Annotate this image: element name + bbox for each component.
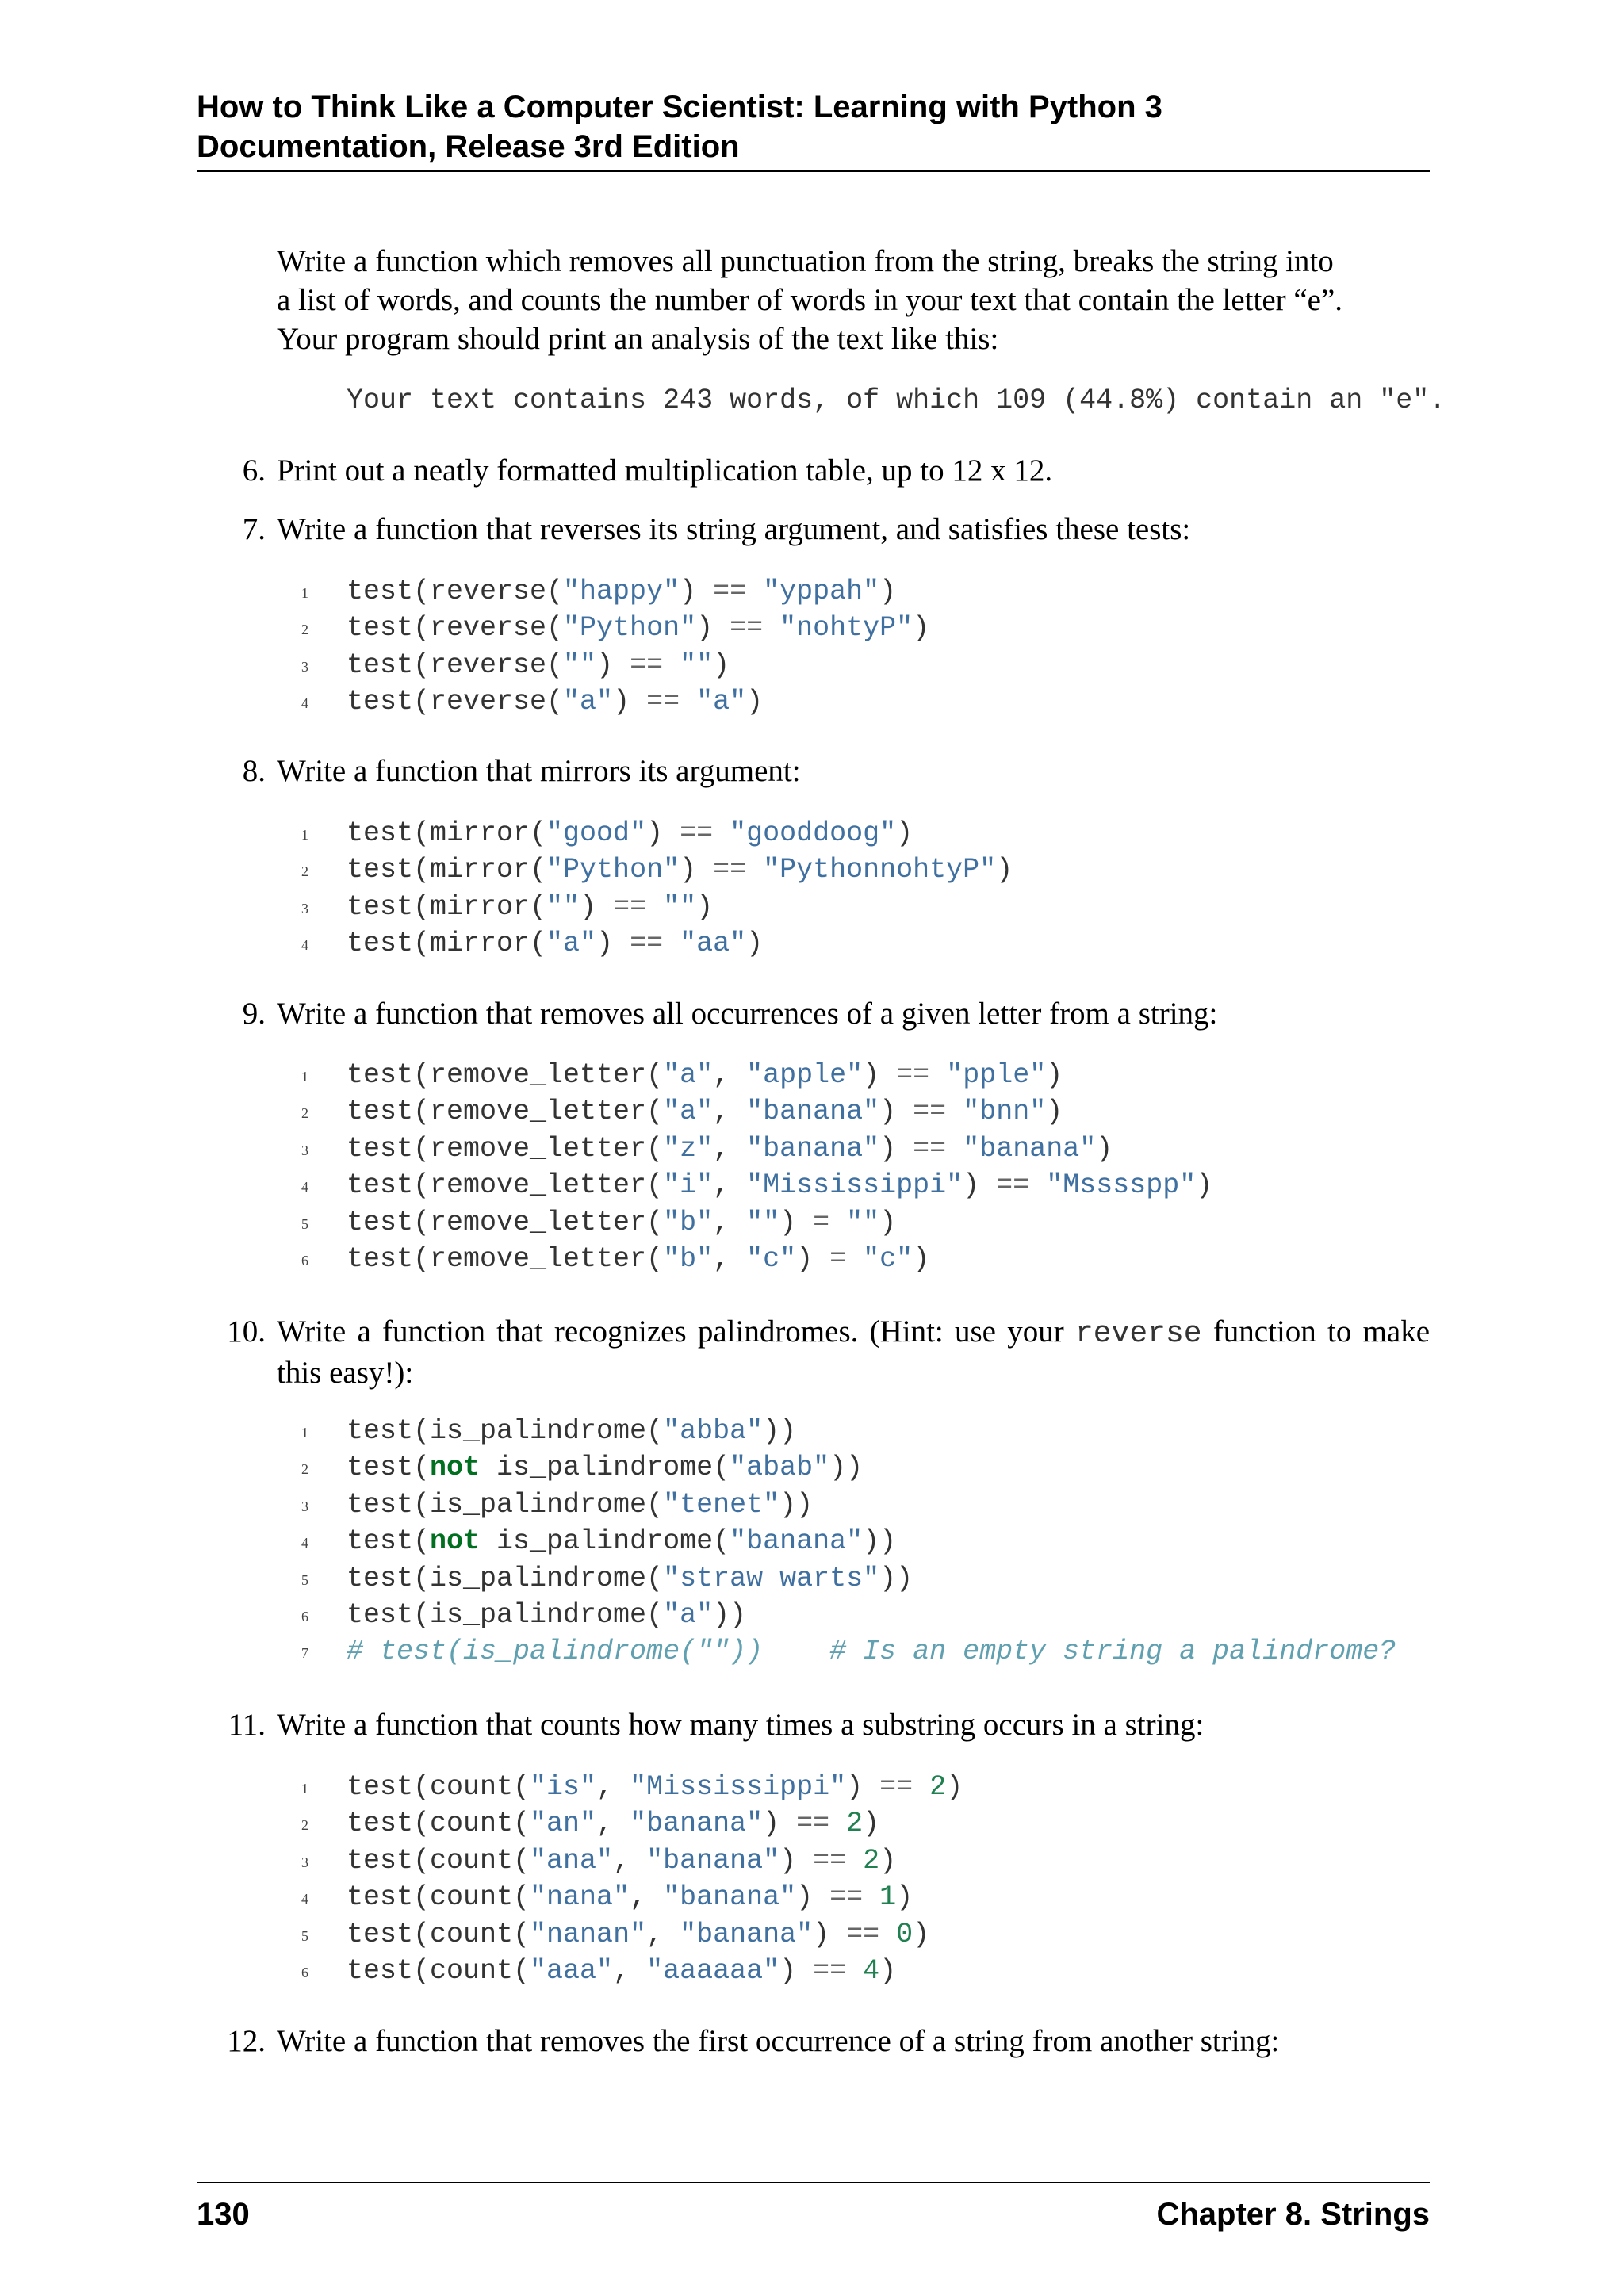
exercise-number: 9. [242, 997, 266, 1031]
code-text: test(count("ana", "banana") == 2) [347, 1844, 897, 1877]
code-text: test(not is_palindrome("banana")) [347, 1525, 897, 1558]
exercise-7 [242, 510, 1430, 549]
inline-code-reverse: reverse [1074, 1317, 1202, 1351]
line-number: 3 [301, 1854, 308, 1870]
exercise-10 [227, 1312, 1431, 1392]
exercise-text: Write a function that removes the first occurrence of a string from another string: [277, 2024, 1280, 2058]
exercise-12 [227, 2022, 1430, 2061]
line-number: 2 [301, 1461, 308, 1478]
exercise-text: Write a function that reverses its string argument, and satisfies these tests: [277, 512, 1191, 546]
exercise-text: Print out a neatly formatted multiplication table, up to 12 x 12. [277, 453, 1053, 488]
exercise-11 [228, 1705, 1430, 1744]
line-number: 1 [301, 1069, 308, 1085]
code-text: test(reverse("Python") == "nohtyP") [347, 612, 930, 645]
intro-line-1: Write a function which removes all punctuation from the string, breaks the string into [277, 244, 1334, 278]
code-text: test(remove_letter("a", "banana") == "bnn") [347, 1096, 1063, 1128]
line-number: 6 [301, 1608, 308, 1624]
line-number: 4 [301, 937, 308, 954]
exercise-text-after: function to make this easy!): [277, 1314, 1431, 1390]
line-number: 3 [301, 1498, 308, 1514]
line-number: 1 [301, 1425, 308, 1441]
intro-paragraph [277, 242, 1430, 358]
exercise-text: Write a function that mirrors its argument: [277, 754, 801, 788]
line-number: 4 [301, 1179, 308, 1196]
line-number: 6 [301, 1252, 308, 1269]
line-number: 4 [301, 695, 308, 712]
code-text: test(count("aaa", "aaaaaa") == 4) [347, 1954, 897, 1987]
exercise-9 [242, 994, 1430, 1033]
code-text: test(is_palindrome("abba")) [347, 1415, 797, 1447]
exercise-6 [242, 451, 1430, 490]
exercise-number: 12. [227, 2024, 266, 2058]
line-number: 4 [301, 1891, 308, 1908]
code-text: test(remove_letter("b", "") = "") [347, 1206, 897, 1238]
line-number: 2 [301, 863, 308, 880]
code-text: test(reverse("happy") == "yppah") [347, 576, 897, 607]
code-text: test(remove_letter("b", "c") = "c") [347, 1242, 930, 1275]
code-text: test(count("nanan", "banana") == 0) [347, 1918, 930, 1950]
code-text: test(is_palindrome("tenet")) [347, 1488, 814, 1521]
code-text: test(count("an", "banana") == 2) [347, 1808, 880, 1840]
line-number: 4 [301, 1535, 308, 1552]
line-number: 1 [301, 585, 308, 601]
intro-line-2: a list of words, and counts the number of words in your text that contain the letter “e”. [277, 283, 1343, 317]
page-number: 130 [197, 2197, 250, 2232]
header-line-2: Documentation, Release 3rd Edition [197, 129, 740, 164]
code-text: test(count("is", "Mississippi") == 2) [347, 1771, 963, 1803]
code-text: test(mirror("good") == "gooddoog") [347, 817, 914, 849]
code-text: test(reverse("a") == "a") [347, 686, 764, 718]
exercise-number: 6. [242, 453, 266, 488]
running-header [197, 87, 1430, 166]
footer-rule [197, 2182, 1430, 2183]
code-text: test(is_palindrome("a")) [347, 1598, 747, 1631]
header-rule [197, 170, 1430, 172]
exercise-number: 8. [242, 754, 266, 788]
line-number: 3 [301, 1142, 308, 1158]
code-text: test(remove_letter("a", "apple") == "pple") [347, 1059, 1063, 1091]
exercise-8 [242, 752, 1430, 790]
code-text: test(reverse("") == "") [347, 649, 730, 681]
code-text: test(not is_palindrome("abab")) [347, 1452, 864, 1484]
line-number: 7 [301, 1645, 308, 1662]
line-number: 6 [301, 1964, 308, 1980]
line-number: 2 [301, 622, 308, 638]
line-number: 5 [301, 1215, 308, 1232]
code-text: test(is_palindrome("straw warts")) [347, 1562, 914, 1594]
exercise-text: Write a function that counts how many times a substring occurs in a string: [277, 1708, 1205, 1742]
line-number: 5 [301, 1571, 308, 1588]
exercise-text-before: Write a function that recognizes palindromes. (Hint: use your [277, 1314, 1064, 1349]
chapter-title: Chapter 8. Strings [1156, 2197, 1430, 2232]
code-text: test(remove_letter("z", "banana") == "banana") [347, 1132, 1113, 1165]
code-text: # test(is_palindrome("")) # Is an empty string a palindrome? [347, 1636, 1396, 1668]
sample-output: Your text contains 243 words, of which 109 (44.8%) contain an "e". [347, 385, 1446, 416]
exercise-number: 10. [227, 1314, 266, 1349]
line-number: 1 [301, 827, 308, 843]
exercise-number: 7. [242, 512, 266, 546]
line-number: 3 [301, 900, 308, 916]
code-text: test(count("nana", "banana") == 1) [347, 1881, 914, 1914]
line-number: 3 [301, 658, 308, 675]
intro-line-3: Your program should print an analysis of the text like this: [277, 322, 999, 356]
line-number: 2 [301, 1817, 308, 1834]
exercise-text: Write a function that removes all occurrences of a given letter from a string: [277, 997, 1218, 1031]
line-number: 2 [301, 1105, 308, 1122]
line-number: 1 [301, 1781, 308, 1797]
code-text: test(remove_letter("i", "Mississippi") == "Msssspp") [347, 1169, 1213, 1202]
code-text: test(mirror("") == "") [347, 890, 714, 923]
header-line-1: How to Think Like a Computer Scientist: Learning with Python 3 [197, 90, 1162, 124]
line-number: 5 [301, 1927, 308, 1944]
code-text: test(mirror("Python") == "PythonnohtyP") [347, 854, 1013, 886]
code-text: test(mirror("a") == "aa") [347, 928, 764, 960]
exercise-number: 11. [228, 1708, 266, 1742]
